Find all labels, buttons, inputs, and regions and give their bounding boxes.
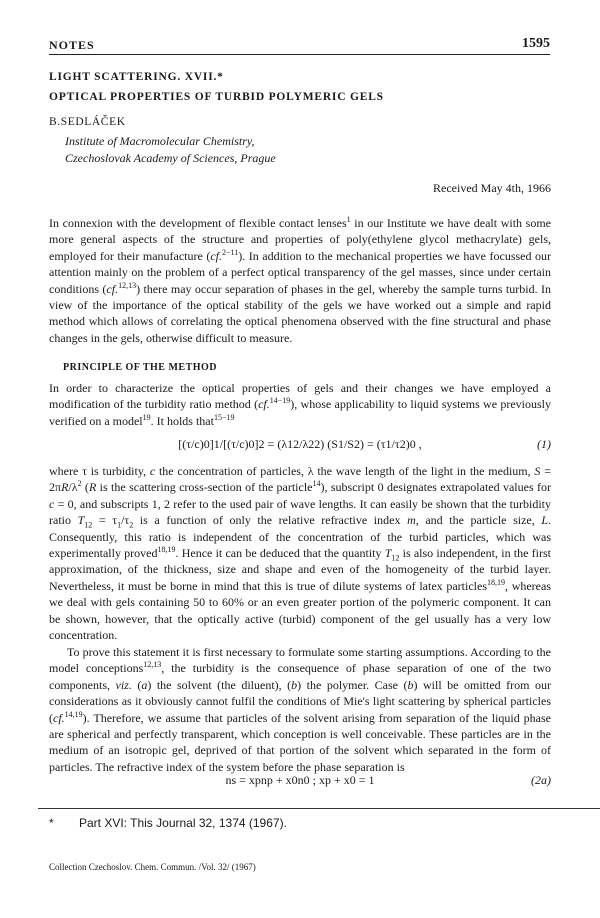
- intro-paragraph: In connexion with the development of flexible contact lenses$^1$ in our Institute we have dealt with some more general aspects of the structure and properties of poly(ethylene glycol methacrylate) gels, employed for their manufacture (cf.$^{2-11}$). In addition to the mechanical properties we have focussed our attention mainly on the problem of a perfect optical transparency of the gel masses, since under certain conditions (cf.$^{12,13}$) there may occur separation of phases in the gel, whereby the sample turns turbid. In view of the importance of the optical stability of the gels we have worked out a simple and rapid method which allows of correlating the optical phenomena observed with the fine structural and phase changes in the gels, otherwise difficult to measure.: [49, 215, 552, 345]
- equation-2a: [49, 773, 551, 789]
- footnote-text: Part XVI: This Journal 32, 1374 (1967).: [79, 816, 287, 830]
- method-paragraph-3: To prove this statement it is first necessary to formulate some starting assumptions. According to the model conceptions$^{12,13}$, the turbidity is the consequence of phase separation of one of the two components, viz. (a) the solvent (the diluent), (b) the polymer. Case (b) will be omitted from our considerations as it obviously cannot fulfil the conditions of Mie's light scattering by spherical particles (cf.$^{14,19}$). Therefore, we assume that particles of the solvent arising from separation of the liquid phase are spherical and perfectly transparent, which conception is well conceivable. These particles are in the medium of an isotropic gel, deprived of that portion of the solvent which separated in the form of particles. The refractive index of the system before the phase separation is: [49, 645, 551, 774]
- section-heading: PRINCIPLE OF THE METHOD: [63, 362, 218, 373]
- author-name: B.SEDLÁČEK: [49, 116, 126, 128]
- journal-footer: Collection Czechoslov. Chem. Commun. /Vol. 32/ (1967): [49, 862, 256, 872]
- footnote-mark: *: [49, 816, 54, 830]
- equation-2a-label: (2a): [531, 773, 551, 787]
- equation-1-body: [(τ/c)0]1/[(τ/c)0]2 = (λ12/λ22) (S1/S2) = (τ1/τ2)0 ,: [178, 437, 422, 451]
- method-paragraph-2: where τ is turbidity, c the concentration of particles, λ the wave length of the light in the medium, $S = 2\pi R/\lambda^2$ (R is the scattering cross-section of the particle$^{14}$), subscript 0 designates extrapolated values for c = 0, and subscripts 1, 2 refer to the used pair of wave lengths. It can easily be shown that the turbidity ratio $T_{12} = \tau_1/\tau_2$ is a function of only the relative refractive index m, and the particle size, L. Consequently, this ratio is independent of the concentration of the turbid particles, which was experimentally proved$^{18,19}$. Hence it can be deduced that the quantity $T_{12}$ is also independent, in the first approximation, of the thickness, size and shape and even of the homogeneity of the turbid layer. Nevertheless, it must be borne in mind that this is true of dilute systems of latex particles$^{18,19}$, whereas we deal with gels containing 50 to 60% or an even greater portion of the polymeric component. It can be shown, however, that the optically active (turbid) component of the gel usually has a very low concentration.: [49, 464, 552, 643]
- equation-2a-body: ns = xpnp + x0n0 ; xp + x0 = 1: [225, 773, 375, 787]
- footnote-rule: [38, 808, 600, 809]
- affiliation-academy: Czechoslovak Academy of Sciences, Prague: [65, 151, 276, 165]
- affiliation-institute: Institute of Macromolecular Chemistry,: [65, 134, 255, 148]
- received-date: Received May 4th, 1966: [433, 181, 551, 195]
- page-number: 1595: [522, 36, 550, 51]
- footnote: [49, 816, 287, 830]
- page-header: [49, 38, 550, 55]
- series-title: LIGHT SCATTERING. XVII.*: [49, 71, 224, 83]
- method-paragraph-1: In order to characterize the optical properties of gels and their changes we have employed a modification of the turbidity ratio method (cf.$^{14-19}$), whose applicability to liquid systems we previously verified on a model$^{19}$. It holds that$^{15-19}$: [49, 381, 551, 428]
- equation-1-label: (1): [537, 437, 551, 451]
- running-head: NOTES: [49, 38, 95, 52]
- article-title: OPTICAL PROPERTIES OF TURBID POLYMERIC GELS: [49, 91, 384, 103]
- equation-1: [49, 437, 551, 453]
